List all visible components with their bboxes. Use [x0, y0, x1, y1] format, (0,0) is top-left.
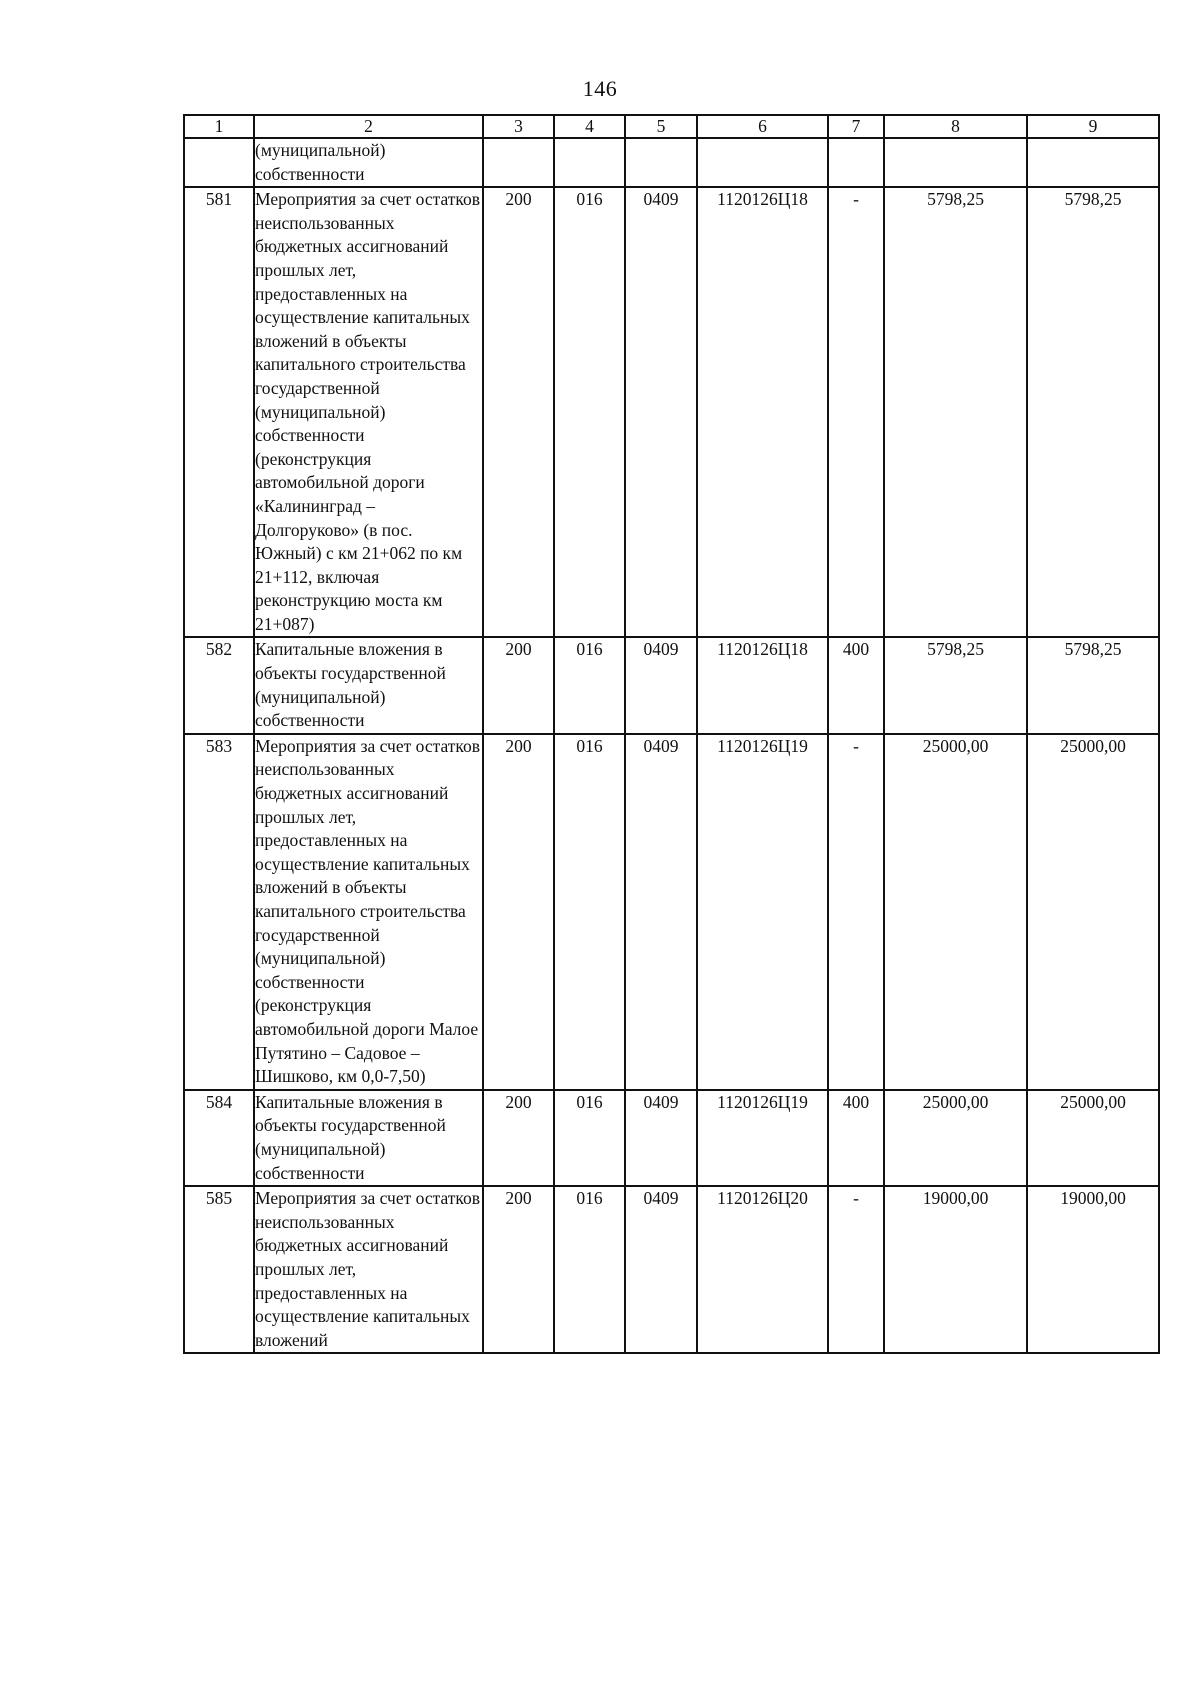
cell-col3: 200	[483, 1090, 554, 1186]
cell-col3	[483, 138, 554, 187]
header-cell: 9	[1027, 115, 1159, 138]
header-cell: 5	[625, 115, 697, 138]
header-cell: 8	[884, 115, 1027, 138]
header-cell: 3	[483, 115, 554, 138]
cell-col7	[828, 138, 884, 187]
cell-col8: 5798,25	[884, 187, 1027, 637]
cell-col4: 016	[554, 1090, 625, 1186]
header-cell: 1	[184, 115, 254, 138]
cell-col4	[554, 138, 625, 187]
table-row	[184, 138, 1159, 187]
cell-col3: 200	[483, 187, 554, 637]
cell-col9: 25000,00	[1027, 734, 1159, 1090]
row-name: Капитальные вложения в объекты государственной (муниципальной) собственности	[254, 637, 483, 733]
cell-col7: -	[828, 187, 884, 637]
cell-col9	[1027, 138, 1159, 187]
cell-col5: 0409	[625, 637, 697, 733]
cell-col9: 5798,25	[1027, 187, 1159, 637]
cell-col8	[884, 138, 1027, 187]
header-cell: 6	[697, 115, 828, 138]
table-row	[184, 734, 1159, 1090]
cell-col4: 016	[554, 1186, 625, 1353]
row-name: (муниципальной) собственности	[254, 138, 483, 187]
cell-col8: 5798,25	[884, 637, 1027, 733]
row-number: 584	[184, 1090, 254, 1186]
cell-col5: 0409	[625, 1186, 697, 1353]
cell-col9: 19000,00	[1027, 1186, 1159, 1353]
table-row	[184, 1186, 1159, 1353]
cell-col6: 1120126Ц19	[697, 1090, 828, 1186]
cell-col4: 016	[554, 187, 625, 637]
cell-col5: 0409	[625, 734, 697, 1090]
cell-col8: 19000,00	[884, 1186, 1027, 1353]
header-cell: 2	[254, 115, 483, 138]
table-row	[184, 1090, 1159, 1186]
row-name: Мероприятия за счет остатков неиспользованных бюджетных ассигнований прошлых лет, предоставленных на осуществление капитальных вложений	[254, 1186, 483, 1353]
row-number: 581	[184, 187, 254, 637]
row-number: 582	[184, 637, 254, 733]
cell-col7: 400	[828, 637, 884, 733]
cell-col4: 016	[554, 734, 625, 1090]
row-name: Мероприятия за счет остатков неиспользованных бюджетных ассигнований прошлых лет, предоставленных на осуществление капитальных вложений в объекты капитального строительства государственной (муниципальной) собственности (реконструкция автомобильной дороги «Калининград – Долгоруково» (в пос. Южный) с км 21+062 по км 21+112, включая реконструкцию моста км 21+087)	[254, 187, 483, 637]
cell-col3: 200	[483, 1186, 554, 1353]
cell-col7: 400	[828, 1090, 884, 1186]
cell-col6: 1120126Ц18	[697, 637, 828, 733]
table-row	[184, 637, 1159, 733]
cell-col5	[625, 138, 697, 187]
cell-col8: 25000,00	[884, 734, 1027, 1090]
header-row	[184, 115, 1159, 138]
header-cell: 4	[554, 115, 625, 138]
page-number: 146	[582, 76, 618, 101]
row-name: Мероприятия за счет остатков неиспользованных бюджетных ассигнований прошлых лет, предоставленных на осуществление капитальных вложений в объекты капитального строительства государственной (муниципальной) собственности (реконструкция автомобильной дороги Малое Путятино – Садовое – Шишково, км 0,0-7,50)	[254, 734, 483, 1090]
cell-col6: 1120126Ц20	[697, 1186, 828, 1353]
cell-col3: 200	[483, 734, 554, 1090]
row-number	[184, 138, 254, 187]
cell-col6: 1120126Ц19	[697, 734, 828, 1090]
cell-col7: -	[828, 1186, 884, 1353]
cell-col7: -	[828, 734, 884, 1090]
cell-col6: 1120126Ц18	[697, 187, 828, 637]
header-cell: 7	[828, 115, 884, 138]
row-number: 585	[184, 1186, 254, 1353]
row-number: 583	[184, 734, 254, 1090]
budget-table	[183, 114, 1160, 1354]
table-row	[184, 187, 1159, 637]
row-name: Капитальные вложения в объекты государственной (муниципальной) собственности	[254, 1090, 483, 1186]
cell-col5: 0409	[625, 187, 697, 637]
cell-col9: 5798,25	[1027, 637, 1159, 733]
cell-col8: 25000,00	[884, 1090, 1027, 1186]
cell-col6	[697, 138, 828, 187]
cell-col5: 0409	[625, 1090, 697, 1186]
cell-col9: 25000,00	[1027, 1090, 1159, 1186]
cell-col3: 200	[483, 637, 554, 733]
cell-col4: 016	[554, 637, 625, 733]
